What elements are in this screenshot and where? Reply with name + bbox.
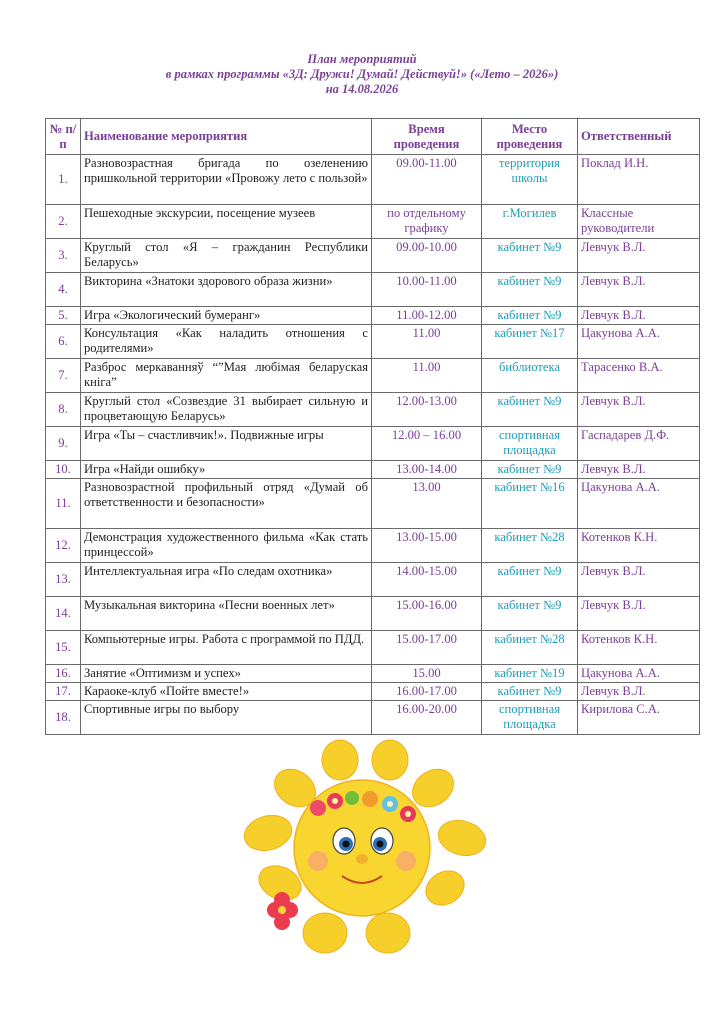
sun-ray bbox=[240, 810, 295, 855]
row-number: 13. bbox=[46, 563, 81, 597]
event-name: Разброс меркаванняў “”Мая любімая беларуская кніга” bbox=[81, 359, 372, 393]
event-name: Компьютерные игры. Работа с программой по ПДД. bbox=[81, 631, 372, 665]
event-responsible: Левчук В.Л. bbox=[578, 597, 700, 631]
table-row bbox=[46, 701, 700, 735]
row-number: 10. bbox=[46, 461, 81, 479]
event-name: Музыкальная викторина «Песни военных лет» bbox=[81, 597, 372, 631]
event-name: Демонстрация художественного фильма «Как стать принцессой» bbox=[81, 529, 372, 563]
event-responsible: Левчук В.Л. bbox=[578, 239, 700, 273]
event-time: 14.00-15.00 bbox=[372, 563, 482, 597]
event-responsible: Поклад И.Н. bbox=[578, 155, 700, 205]
table-row bbox=[46, 479, 700, 529]
event-time: 10.00-11.00 bbox=[372, 273, 482, 307]
event-responsible: Цакунова А.А. bbox=[578, 479, 700, 529]
table-row bbox=[46, 665, 700, 683]
event-responsible: Левчук В.Л. bbox=[578, 461, 700, 479]
event-time: 11.00 bbox=[372, 325, 482, 359]
event-time: 15.00-16.00 bbox=[372, 597, 482, 631]
sun-ray bbox=[322, 740, 358, 780]
row-number: 8. bbox=[46, 393, 81, 427]
sun-ray bbox=[303, 913, 347, 953]
table-row bbox=[46, 529, 700, 563]
event-place: спортивная площадка bbox=[482, 427, 578, 461]
event-place: кабинет №9 bbox=[482, 461, 578, 479]
event-place: территория школы bbox=[482, 155, 578, 205]
sun-illustration bbox=[240, 738, 490, 963]
row-number: 3. bbox=[46, 239, 81, 273]
event-name: Караоке-клуб «Пойте вместе!» bbox=[81, 683, 372, 701]
sun-ray bbox=[434, 815, 489, 860]
row-number: 7. bbox=[46, 359, 81, 393]
event-place: кабинет №9 bbox=[482, 597, 578, 631]
sun-ray bbox=[366, 913, 410, 953]
header-date: на 14.08.2026 bbox=[325, 82, 399, 96]
event-place: кабинет №9 bbox=[482, 273, 578, 307]
table-row bbox=[46, 631, 700, 665]
event-responsible: Цакунова А.А. bbox=[578, 325, 700, 359]
event-name: Пешеходные экскурсии, посещение музеев bbox=[81, 205, 372, 239]
event-responsible: Левчук В.Л. bbox=[578, 273, 700, 307]
event-responsible: Классные руководители bbox=[578, 205, 700, 239]
table-row bbox=[46, 393, 700, 427]
header-title: План мероприятий bbox=[307, 52, 417, 66]
event-responsible: Левчук В.Л. bbox=[578, 563, 700, 597]
event-responsible: Котенков К.Н. bbox=[578, 529, 700, 563]
row-number: 16. bbox=[46, 665, 81, 683]
event-responsible: Левчук В.Л. bbox=[578, 683, 700, 701]
event-time: 09.00-10.00 bbox=[372, 239, 482, 273]
event-place: г.Могилев bbox=[482, 205, 578, 239]
event-time: 16.00-20.00 bbox=[372, 701, 482, 735]
event-time: 11.00 bbox=[372, 359, 482, 393]
table-row bbox=[46, 461, 700, 479]
event-responsible: Котенков К.Н. bbox=[578, 631, 700, 665]
table-row bbox=[46, 683, 700, 701]
left-cheek bbox=[308, 851, 328, 871]
sun-ray bbox=[420, 864, 471, 912]
event-time: 09.00-11.00 bbox=[372, 155, 482, 205]
row-number: 11. bbox=[46, 479, 81, 529]
row-number: 5. bbox=[46, 307, 81, 325]
table-row bbox=[46, 597, 700, 631]
event-name: Круглый стол «Я – гражданин Республики Беларусь» bbox=[81, 239, 372, 273]
event-time: по отдельному графику bbox=[372, 205, 482, 239]
sun-ray bbox=[372, 740, 408, 780]
table-row bbox=[46, 273, 700, 307]
table-row bbox=[46, 359, 700, 393]
event-responsible: Левчук В.Л. bbox=[578, 393, 700, 427]
event-name: Игра «Найди ошибку» bbox=[81, 461, 372, 479]
event-place: кабинет №17 bbox=[482, 325, 578, 359]
event-place: библиотека bbox=[482, 359, 578, 393]
row-number: 15. bbox=[46, 631, 81, 665]
document-header bbox=[0, 52, 724, 97]
event-place: спортивная площадка bbox=[482, 701, 578, 735]
row-number: 12. bbox=[46, 529, 81, 563]
row-number: 2. bbox=[46, 205, 81, 239]
event-place: кабинет №16 bbox=[482, 479, 578, 529]
row-number: 1. bbox=[46, 155, 81, 205]
event-place: кабинет №9 bbox=[482, 683, 578, 701]
event-time: 12.00-13.00 bbox=[372, 393, 482, 427]
event-name: Игра «Ты – счастливчик!». Подвижные игры bbox=[81, 427, 372, 461]
event-time: 13.00-15.00 bbox=[372, 529, 482, 563]
col-header-time: Время проведения bbox=[372, 119, 482, 155]
row-number: 4. bbox=[46, 273, 81, 307]
header-program: в рамках программы «3Д: Дружи! Думай! Действуй!» («Лето – 2026») bbox=[165, 67, 559, 81]
event-name: Спортивные игры по выбору bbox=[81, 701, 372, 735]
event-responsible: Гаспадарев Д.Ф. bbox=[578, 427, 700, 461]
event-place: кабинет №9 bbox=[482, 563, 578, 597]
event-time: 15.00 bbox=[372, 665, 482, 683]
table-row bbox=[46, 427, 700, 461]
event-name: Занятие «Оптимизм и успех» bbox=[81, 665, 372, 683]
table-row bbox=[46, 155, 700, 205]
right-cheek bbox=[396, 851, 416, 871]
table-row bbox=[46, 563, 700, 597]
row-number: 6. bbox=[46, 325, 81, 359]
event-responsible: Цакунова А.А. bbox=[578, 665, 700, 683]
event-place: кабинет №9 bbox=[482, 239, 578, 273]
event-responsible: Кирилова С.А. bbox=[578, 701, 700, 735]
table-header-row bbox=[46, 119, 700, 155]
event-time: 12.00 – 16.00 bbox=[372, 427, 482, 461]
event-place: кабинет №19 bbox=[482, 665, 578, 683]
event-time: 11.00-12.00 bbox=[372, 307, 482, 325]
event-name: Разновозрастной профильный отряд «Думай об ответственности и безопасности» bbox=[81, 479, 372, 529]
row-number: 9. bbox=[46, 427, 81, 461]
event-responsible: Тарасенко В.А. bbox=[578, 359, 700, 393]
event-time: 13.00-14.00 bbox=[372, 461, 482, 479]
table-row bbox=[46, 205, 700, 239]
table-row bbox=[46, 325, 700, 359]
row-number: 18. bbox=[46, 701, 81, 735]
row-number: 17. bbox=[46, 683, 81, 701]
nose bbox=[356, 854, 368, 864]
event-place: кабинет №28 bbox=[482, 529, 578, 563]
event-name: Круглый стол «Созвездие 31 выбирает сильную и процветающую Беларусь» bbox=[81, 393, 372, 427]
event-name: Игра «Экологический бумеранг» bbox=[81, 307, 372, 325]
event-name: Интеллектуальная игра «По следам охотника» bbox=[81, 563, 372, 597]
table-row bbox=[46, 239, 700, 273]
event-place: кабинет №9 bbox=[482, 393, 578, 427]
event-responsible: Левчук В.Л. bbox=[578, 307, 700, 325]
row-number: 14. bbox=[46, 597, 81, 631]
event-name: Викторина «Знатоки здорового образа жизни» bbox=[81, 273, 372, 307]
col-header-responsible: Ответственный bbox=[578, 119, 700, 155]
event-place: кабинет №28 bbox=[482, 631, 578, 665]
events-table bbox=[45, 118, 700, 735]
table-row bbox=[46, 307, 700, 325]
event-name: Консультация «Как наладить отношения с родителями» bbox=[81, 325, 372, 359]
event-name: Разновозрастная бригада по озеленению пришкольной территории «Провожу лето с пользой» bbox=[81, 155, 372, 205]
event-time: 15.00-17.00 bbox=[372, 631, 482, 665]
event-time: 13.00 bbox=[372, 479, 482, 529]
col-header-place: Место проведения bbox=[482, 119, 578, 155]
col-header-name: Наименование мероприятия bbox=[81, 119, 372, 155]
event-place: кабинет №9 bbox=[482, 307, 578, 325]
sun-face bbox=[294, 780, 430, 916]
event-time: 16.00-17.00 bbox=[372, 683, 482, 701]
col-header-number: № п/п bbox=[46, 119, 81, 155]
